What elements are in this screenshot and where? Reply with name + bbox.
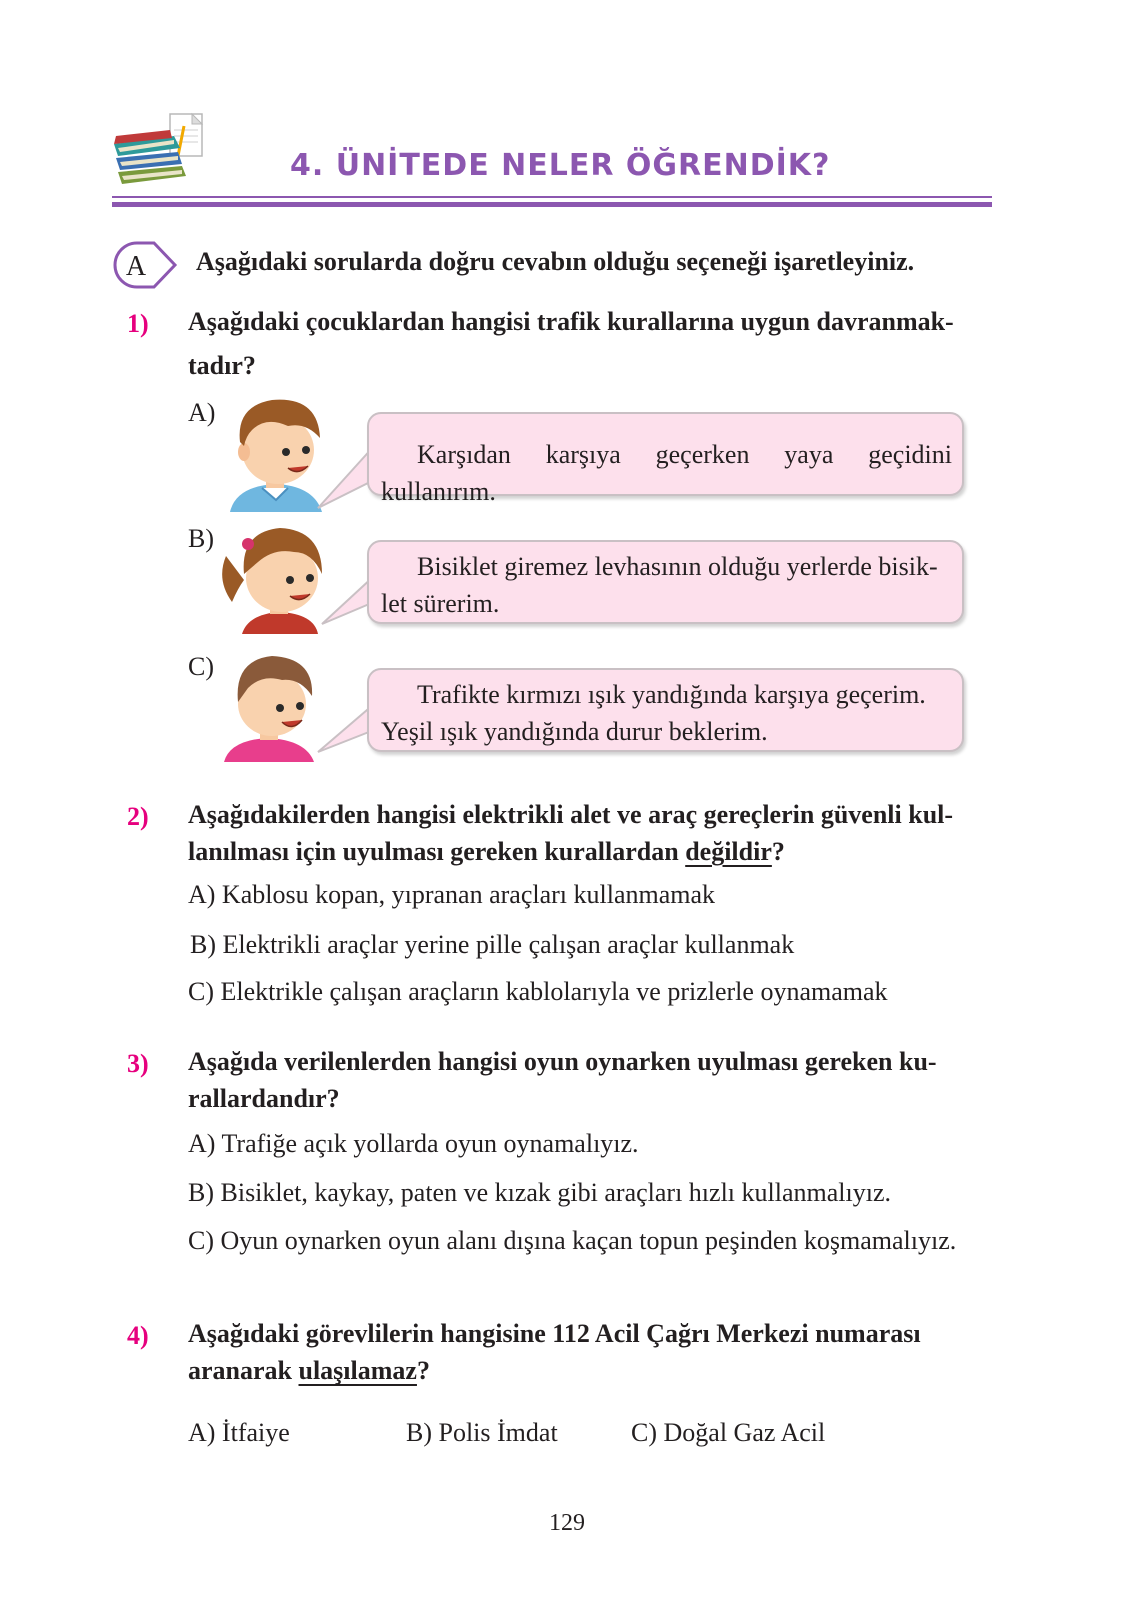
question-text [188,1043,962,1117]
question-line: Aşağıda verilenlerden hangisi oyun oynarken uyulması gereken ku- [188,1047,937,1076]
option-label: C) [188,652,214,681]
bubble-text: let sürerim. [381,589,500,618]
answer-option: B) Polis İmdat [406,1418,558,1447]
question-line: rallardandır? [188,1084,340,1113]
bubble-text: Karşıdan karşıya geçerken yaya geçidini kullanırım. [381,440,952,506]
question-text [188,796,962,870]
bubble-text: Bisiklet giremez levhasının olduğu yerlerde bisik- [417,552,938,581]
answer-option: C) Doğal Gaz Acil [631,1418,826,1447]
speech-bubble [367,668,964,752]
speech-bubble [367,540,964,624]
section-badge-label: A [125,251,147,282]
title-rule [112,196,992,198]
answer-option: A) Kablosu kopan, yıpranan araçları kullanmamak [188,880,716,909]
question-line: Aşağıdaki çocuklardan hangisi trafik kurallarına uygun davranmak- [188,307,954,336]
bubble-text: Yeşil ışık yandığında durur beklerim. [381,717,768,746]
option-label: B) [188,524,214,553]
answer-option: A) Trafiğe açık yollarda oyun oynamalıyız. [188,1129,639,1158]
option-label: A) [188,398,216,427]
question-text [188,300,962,388]
emphasis-word: ulaşılamaz [298,1356,417,1385]
question-line: lanılması için uyulması gereken kurallardan değildir? [188,837,785,866]
question-line: aranarak ulaşılamaz? [188,1356,430,1385]
answer-option: B) Elektrikli araçlar yerine pille çalışan araçlar kullanmak [190,930,795,959]
title-rule-thick [112,202,992,207]
books-icon [112,112,208,188]
question-number: 3) [127,1049,149,1078]
answer-option: A) İtfaiye [188,1418,290,1447]
question-number: 4) [127,1321,149,1350]
child-illustration [218,652,328,762]
question-line: tadır? [188,351,256,380]
emphasis-word: değildir [685,837,772,866]
bubble-text: Trafikte kırmızı ışık yandığında karşıya geçerim. [417,680,926,709]
question-number: 1) [127,309,149,338]
speech-bubble [367,412,964,506]
question-line: Aşağıdaki görevlilerin hangisine 112 Acil Çağrı Merkezi numarası [188,1319,921,1348]
question-number: 2) [127,802,149,831]
girl-illustration [218,522,334,634]
answer-option: B) Bisiklet, kaykay, paten ve kızak gibi araçları hızlı kullanmalıyız. [188,1178,891,1207]
section-instruction: Aşağıdaki sorularda doğru cevabın olduğu seçeneği işaretleyiniz. [196,247,915,276]
question-text [188,1315,962,1389]
section-badge [112,240,178,290]
answer-option: C) Elektrikle çalışan araçların kablolarıyla ve prizlerle oynamamak [188,977,888,1006]
page-number: 129 [549,1510,585,1536]
page-title: 4. ÜNİTEDE NELER ÖĞRENDİK? [290,148,831,183]
question-line: Aşağıdakilerden hangisi elektrikli alet ve araç gereçlerin güvenli kul- [188,800,954,829]
answer-option: C) Oyun oynarken oyun alanı dışına kaçan topun peşinden koşmamalıyız. [188,1226,957,1255]
